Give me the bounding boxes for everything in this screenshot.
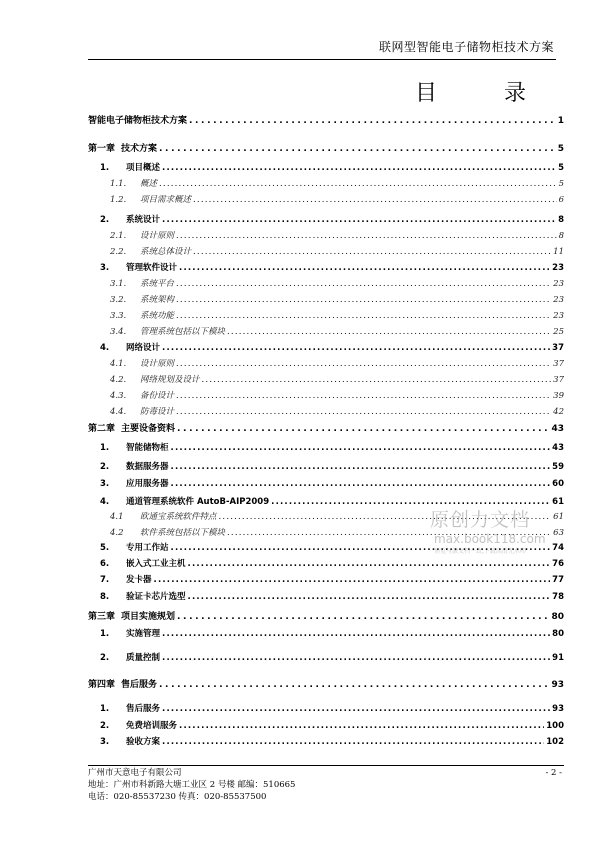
toc-entry-number: 2.	[100, 721, 110, 731]
toc-entry-title: 欧通宝系统软件特点	[140, 512, 217, 522]
toc-entry-number: 第一章	[88, 144, 116, 154]
toc-entry-number: 2.2.	[110, 247, 127, 257]
toc-entry-page: 91	[552, 653, 564, 663]
toc-entry-title: 网络规划及设计	[140, 375, 200, 385]
toc-dot-leader	[162, 343, 550, 353]
toc-entry-number: 4.	[100, 343, 110, 353]
toc-entry-title: 免费培训服务	[126, 721, 178, 731]
toc-dot-leader	[227, 327, 551, 337]
toc-dot-leader	[189, 116, 556, 126]
toc-entry[interactable]	[88, 177, 564, 189]
toc-entry-number: 第四章	[88, 680, 116, 690]
toc-entry-title: 发卡器	[126, 575, 152, 585]
toc-entry-number: 第三章	[88, 612, 116, 622]
toc-entry-number: 1.	[100, 704, 110, 714]
toc-entry-title: 系统设计	[126, 215, 161, 225]
toc-dot-leader	[154, 575, 551, 585]
toc-dot-leader	[193, 247, 551, 257]
toc-entry[interactable]	[88, 277, 564, 289]
toc-dot-leader	[188, 592, 551, 602]
toc-entry-number: 3.2.	[110, 295, 127, 305]
toc-entry[interactable]	[88, 373, 564, 385]
toc-entry[interactable]	[88, 193, 564, 205]
toc-entry-page: 23	[553, 311, 564, 321]
toc-entry-number: 4.1	[110, 512, 124, 522]
toc-entry-page: 80	[551, 612, 564, 622]
toc-entry-page: 100	[546, 721, 564, 731]
toc-entry-number: 4.	[100, 497, 110, 507]
toc-entry[interactable]	[88, 293, 564, 305]
toc-entry-title: 项目需求概述	[140, 195, 192, 205]
toc-entry-number: 4.2.	[110, 375, 127, 385]
toc-entry[interactable]	[88, 702, 564, 714]
toc-entry[interactable]	[88, 627, 564, 639]
toc-entry-number: 2.1.	[110, 231, 127, 241]
footer-divider	[88, 765, 564, 766]
toc-entry-title: 系统总体设计	[140, 247, 192, 257]
toc-entry[interactable]	[88, 213, 564, 225]
toc-entry-title: 智能储物柜	[126, 443, 169, 453]
toc-dot-leader	[176, 391, 551, 401]
toc-entry-title: 管理软件设计	[126, 263, 178, 273]
toc-dot-leader	[159, 144, 556, 154]
toc-entry-title: 防毒设计	[140, 407, 175, 417]
toc-dot-leader	[162, 215, 556, 225]
toc-entry-page: 59	[552, 462, 564, 472]
toc-entry[interactable]	[88, 735, 564, 747]
toc-dot-leader	[176, 231, 557, 241]
toc-entry[interactable]	[88, 389, 564, 401]
toc-entry-number: 3.3.	[110, 311, 127, 321]
toc-entry-page: 11	[553, 247, 564, 257]
toc-entry-number: 5.	[100, 543, 110, 553]
toc-entry[interactable]	[88, 325, 564, 337]
footer-page-number: - 2 -	[545, 768, 562, 778]
toc-entry-title: 技术方案	[121, 144, 158, 154]
toc-dot-leader	[179, 721, 544, 731]
toc-entry-page: 102	[546, 737, 564, 747]
toc-entry-page: 63	[553, 528, 564, 538]
toc-dot-leader	[171, 462, 551, 472]
toc-dot-leader	[176, 359, 551, 369]
toc-entry-number: 1.	[100, 629, 110, 639]
toc-dot-leader	[177, 612, 549, 622]
toc-entry-page: 25	[553, 327, 564, 337]
toc-entry-title: 专用工作站	[126, 543, 169, 553]
toc-entry-title: 项目概述	[126, 163, 161, 173]
toc-dot-leader	[202, 375, 552, 385]
toc-entry-title: 售后服务	[126, 704, 161, 714]
toc-entry[interactable]	[88, 477, 564, 489]
toc-entry-page: 78	[552, 592, 564, 602]
toc-entry-page: 5	[558, 179, 564, 189]
toc-entry-title: 项目实施规划	[121, 612, 176, 622]
toc-entry[interactable]	[88, 719, 564, 731]
toc-entry-page: 61	[552, 497, 564, 507]
toc-entry-number: 3.4.	[110, 327, 127, 337]
toc-entry-title: 网络设计	[126, 343, 161, 353]
toc-entry-page: 93	[552, 704, 564, 714]
toc-entry-title: 系统架构	[140, 295, 175, 305]
toc-entry-title: 数据服务器	[126, 462, 169, 472]
toc-entry-number: 3.	[100, 479, 110, 489]
toc-entry-title: 质量控制	[126, 653, 161, 663]
toc-dot-leader	[162, 704, 550, 714]
toc-dot-leader	[176, 311, 551, 321]
watermark-logo-text: 原创力文档	[430, 509, 531, 531]
toc-entry[interactable]	[88, 357, 564, 369]
toc-entry-number: 3.1.	[110, 279, 127, 289]
toc-dot-leader	[188, 559, 551, 569]
header-divider	[88, 59, 556, 60]
toc-entry-page: 5	[558, 163, 564, 173]
toc-entry[interactable]	[88, 245, 564, 257]
toc-entry-page: 37	[552, 343, 564, 353]
toc-entry-title: 验收方案	[126, 737, 161, 747]
toc-entry[interactable]	[88, 460, 564, 472]
toc-entry-page: 37	[553, 359, 564, 369]
toc-entry-title: 设计原则	[140, 231, 175, 241]
toc-entry-number: 1.	[100, 163, 110, 173]
toc-entry[interactable]	[88, 341, 564, 353]
toc-entry[interactable]	[88, 590, 564, 602]
toc-entry[interactable]	[88, 141, 564, 154]
toc-entry-page: 74	[552, 543, 564, 553]
toc-entry[interactable]	[88, 261, 564, 273]
toc-entry-title: 设计原则	[140, 359, 175, 369]
toc-entry[interactable]	[88, 405, 564, 417]
toc-entry-title: 实施管理	[126, 629, 161, 639]
toc-entry[interactable]	[88, 677, 564, 690]
toc-entry-page: 6	[558, 195, 564, 205]
toc-entry-title: 验证卡芯片选型	[126, 592, 186, 602]
toc-entry-number: 8.	[100, 592, 110, 602]
toc-entry[interactable]	[88, 309, 564, 321]
toc-entry-page: 5	[557, 144, 564, 154]
toc-entry[interactable]	[88, 651, 564, 663]
toc-dot-leader	[162, 737, 544, 747]
toc-entry-page: 23	[553, 295, 564, 305]
toc-entry-title: 概述	[140, 179, 158, 189]
toc-entry-number: 1.2.	[110, 195, 127, 205]
toc-entry-page: 80	[552, 629, 564, 639]
toc-entry-number: 2.	[100, 462, 110, 472]
toc-entry-number: 3.	[100, 737, 110, 747]
toc-entry-page: 77	[552, 575, 564, 585]
toc-dot-leader	[176, 295, 551, 305]
toc-entry-title: 主要设备资料	[121, 424, 176, 434]
toc-entry[interactable]	[88, 161, 564, 173]
toc-entry-number: 1.	[100, 443, 110, 453]
toc-entry-page: 42	[553, 407, 564, 417]
toc-dot-leader	[159, 680, 549, 690]
toc-entry-page: 43	[552, 443, 564, 453]
toc-entry-number: 2.	[100, 215, 110, 225]
toc-entry-page: 37	[553, 375, 564, 385]
toc-dot-leader	[176, 279, 551, 289]
footer-contact: 电话：020-85537230 传真：020-85537500	[88, 792, 267, 802]
toc-entry-page: 1	[557, 116, 564, 126]
toc-entry-number: 7.	[100, 575, 110, 585]
toc-dot-leader	[193, 195, 557, 205]
toc-entry-title: 智能电子储物柜技术方案	[88, 116, 188, 126]
toc-dot-leader	[177, 424, 549, 434]
toc-entry-number: 1.1.	[110, 179, 127, 189]
toc-entry-page: 8	[558, 215, 564, 225]
toc-entry-number: 6.	[100, 559, 110, 569]
toc-entry-page: 23	[553, 279, 564, 289]
toc-dot-leader	[159, 179, 557, 189]
toc-dot-leader	[162, 653, 550, 663]
toc-entry-page: 60	[552, 479, 564, 489]
toc-entry-title: 备份设计	[140, 391, 175, 401]
toc-entry-number: 4.1.	[110, 359, 127, 369]
toc-entry-page: 76	[552, 559, 564, 569]
toc-entry-title: 嵌入式工业主机	[126, 559, 186, 569]
document-header-title: 联网型智能电子储物柜技术方案	[378, 40, 554, 54]
toc-entry[interactable]	[88, 609, 564, 622]
footer-address: 地址：广州市科新路大塘工业区 2 号楼 邮编：510665	[88, 780, 296, 790]
toc-heading: 目 录	[415, 81, 556, 106]
toc-entry-title: 管理系统包括以下模块	[140, 327, 226, 337]
toc-dot-leader	[176, 407, 551, 417]
footer-company: 广州市天意电子有限公司	[88, 768, 182, 778]
toc-entry-number: 4.2	[110, 528, 124, 538]
toc-entry-page: 93	[551, 680, 564, 690]
toc-entry[interactable]	[88, 421, 564, 434]
watermark-note: 预览与源文档一致,下载高清无水印	[434, 548, 526, 555]
toc-entry[interactable]	[88, 557, 564, 569]
toc-dot-leader	[171, 443, 551, 453]
toc-entry-number: 2.	[100, 653, 110, 663]
toc-entry-title: 软件系统包括以下模块	[140, 528, 226, 538]
toc-entry-title: 系统功能	[140, 311, 175, 321]
document-footer	[88, 767, 564, 803]
toc-entry-number: 4.4.	[110, 407, 127, 417]
toc-entry[interactable]	[88, 229, 564, 241]
toc-dot-leader	[162, 629, 550, 639]
watermark-url: max.book118.com	[434, 532, 546, 546]
toc-entry-number: 第二章	[88, 424, 116, 434]
toc-entry[interactable]	[88, 573, 564, 585]
toc-entry[interactable]	[88, 441, 564, 453]
watermark	[430, 505, 595, 555]
toc-entry[interactable]	[88, 113, 564, 126]
toc-entry-page: 43	[551, 424, 564, 434]
toc-entry-title: 应用服务器	[126, 479, 169, 489]
toc-dot-leader	[179, 263, 550, 273]
toc-entry-page: 61	[553, 512, 564, 522]
toc-entry-title: 售后服务	[121, 680, 158, 690]
toc-dot-leader	[162, 163, 556, 173]
toc-entry-number: 4.3.	[110, 391, 127, 401]
toc-entry-page: 8	[558, 231, 564, 241]
toc-entry-number: 3.	[100, 263, 110, 273]
toc-entry-page: 23	[552, 263, 564, 273]
toc-entry-page: 39	[553, 391, 564, 401]
toc-dot-leader	[171, 479, 551, 489]
toc-entry-title: 系统平台	[140, 279, 175, 289]
toc-entry-title: 通道管理系统软件 AutoB-AIP2009	[126, 497, 270, 507]
